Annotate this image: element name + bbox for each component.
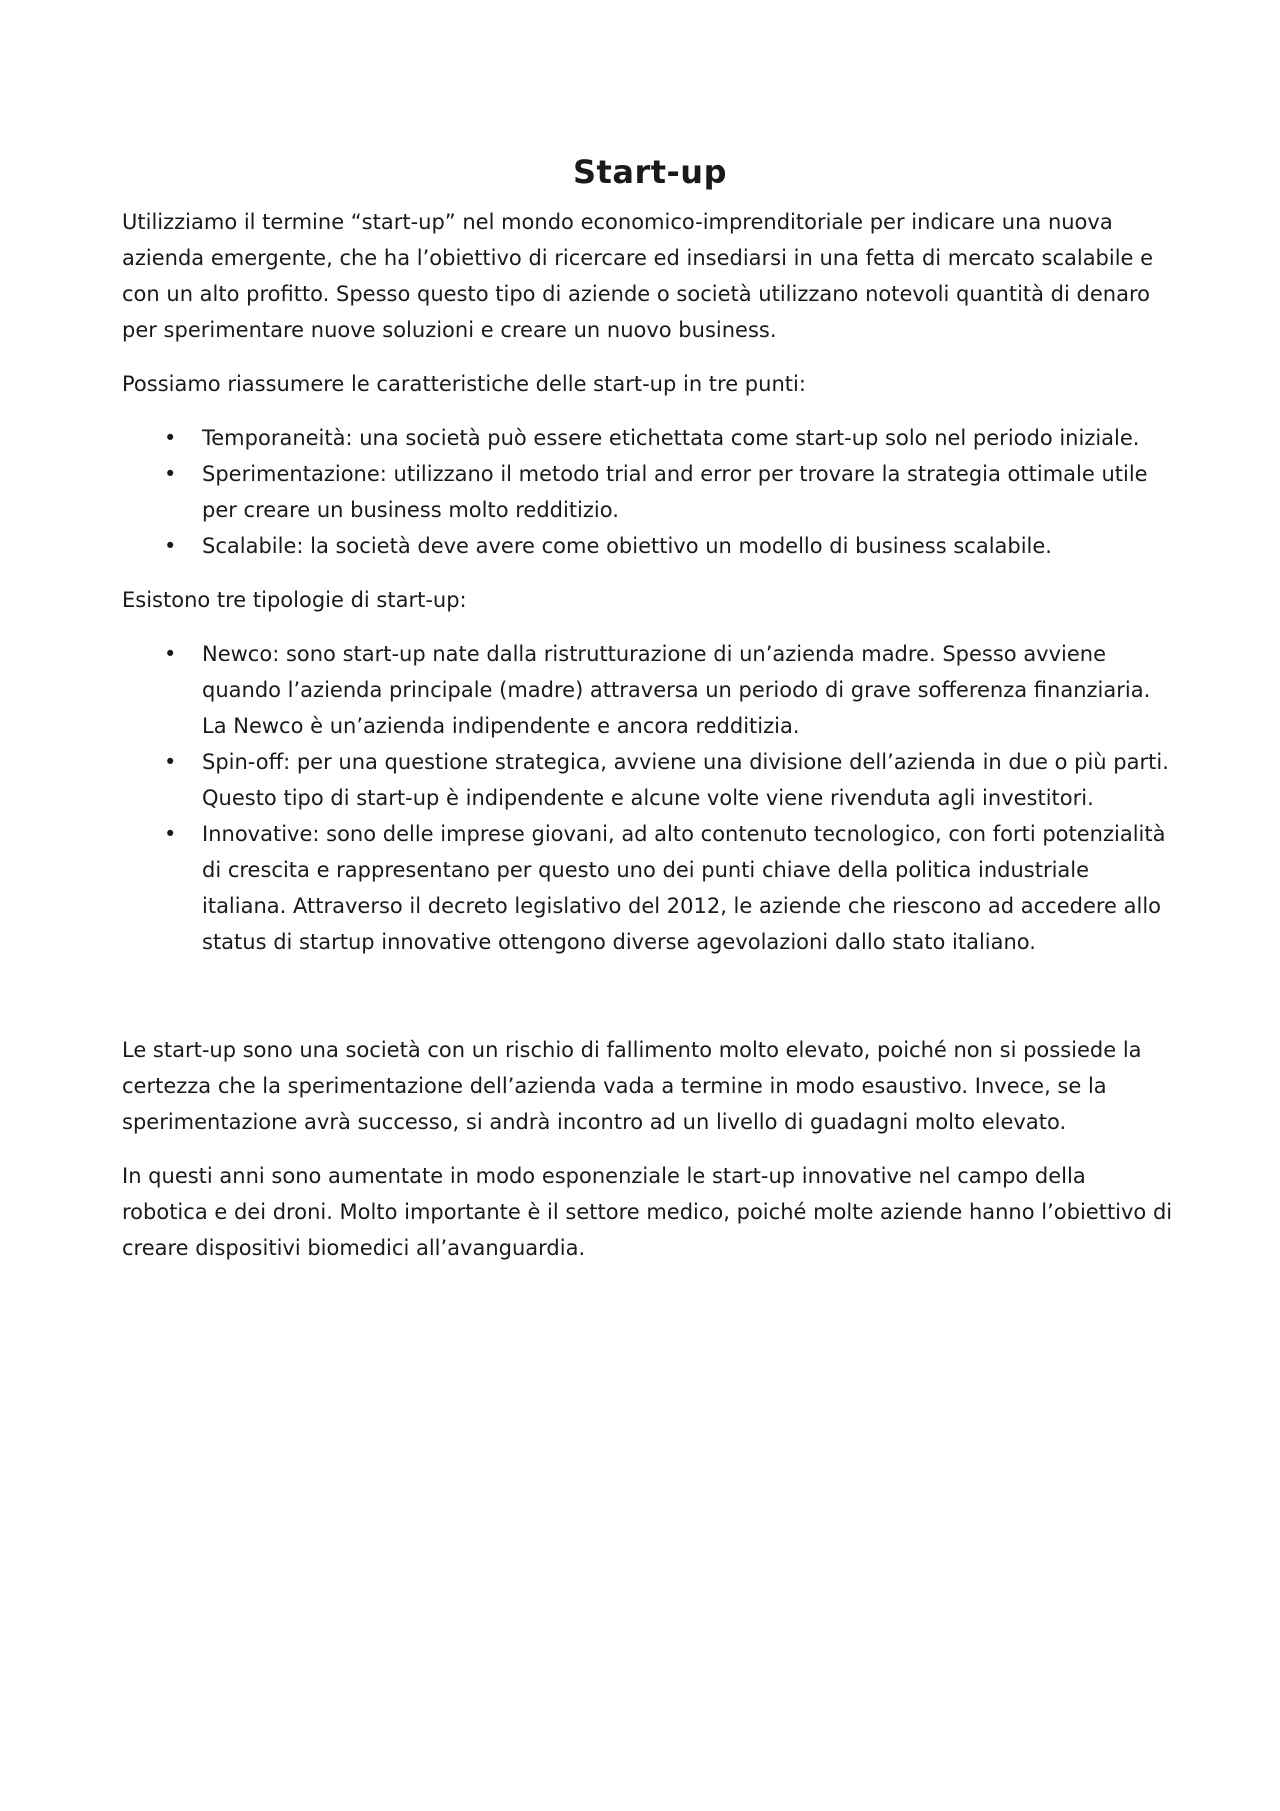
list-item-text: Sperimentazione: utilizzano il metodo trial and error per trovare la strategia ottimale utile per creare un business molto redditizio.: [202, 462, 1148, 522]
list-item-text: Scalabile: la società deve avere come obiettivo un modello di business scalabile.: [202, 534, 1052, 558]
bullet-icon: •: [164, 822, 177, 846]
bullet-icon: •: [164, 534, 177, 558]
bullet-icon: •: [164, 750, 177, 774]
list-item-text: Newco: sono start-up nate dalla ristrutturazione di un’azienda madre. Spesso avviene quando l’azienda principale (madre) attraversa un periodo di grave sofferenza finanziaria. La Newco è un’azienda indipendente e ancora redditizia.: [202, 642, 1151, 738]
types-list: [122, 636, 1178, 960]
risk-paragraph: Le start-up sono una società con un rischio di fallimento molto elevato, poiché non si possiede la certezza che la sperimentazione dell’azienda vada a termine in modo esaustivo. Invece, se la sperimentazione avrà successo, si andrà incontro ad un livello di guadagni molto elevato.: [122, 1038, 1142, 1134]
intro-paragraph: Utilizziamo il termine “start-up” nel mondo economico-imprenditoriale per indicare una nuova azienda emergente, che ha l’obiettivo di ricercare ed insediarsi in una fetta di mercato scalabile e con un alto profitto. Spesso questo tipo di aziende o società utilizzano notevoli quantità di denaro per sperimentare nuove soluzioni e creare un nuovo business.: [122, 210, 1154, 342]
section-spacer: [122, 978, 1178, 1032]
bullet-icon: •: [164, 426, 177, 450]
list-item-text: Innovative: sono delle imprese giovani, ad alto contenuto tecnologico, con forti potenzialità di crescita e rappresentano per questo uno dei punti chiave della politica industriale italiana. Attraverso il decreto legislativo del 2012, le aziende che riescono ad accedere allo status di startup innovative ottengono diverse agevolazioni dallo stato italiano.: [202, 822, 1166, 954]
list-item: [122, 528, 1178, 564]
document-page: [122, 150, 1178, 1284]
list-item: [122, 456, 1178, 528]
list-item: [122, 816, 1178, 960]
list-item: [122, 420, 1178, 456]
page-title: Start-up: [573, 153, 727, 191]
bullet-icon: •: [164, 462, 177, 486]
characteristics-list: [122, 420, 1178, 564]
characteristics-intro: Possiamo riassumere le caratteristiche delle start-up in tre punti:: [122, 372, 806, 396]
list-item: [122, 636, 1178, 744]
list-item-text: Spin-off: per una questione strategica, avviene una divisione dell’azienda in due o più parti. Questo tipo di start-up è indipendente e alcune volte viene rivenduta agli investitori.: [202, 750, 1169, 810]
list-item-text: Temporaneità: una società può essere etichettata come start-up solo nel periodo iniziale.: [202, 426, 1140, 450]
closing-paragraph: In questi anni sono aumentate in modo esponenziale le start-up innovative nel campo della robotica e dei droni. Molto importante è il settore medico, poiché molte aziende hanno l’obiettivo di creare dispositivi biomedici all’avanguardia.: [122, 1164, 1173, 1260]
bullet-icon: •: [164, 642, 177, 666]
list-item: [122, 744, 1178, 816]
types-intro: Esistono tre tipologie di start-up:: [122, 588, 467, 612]
